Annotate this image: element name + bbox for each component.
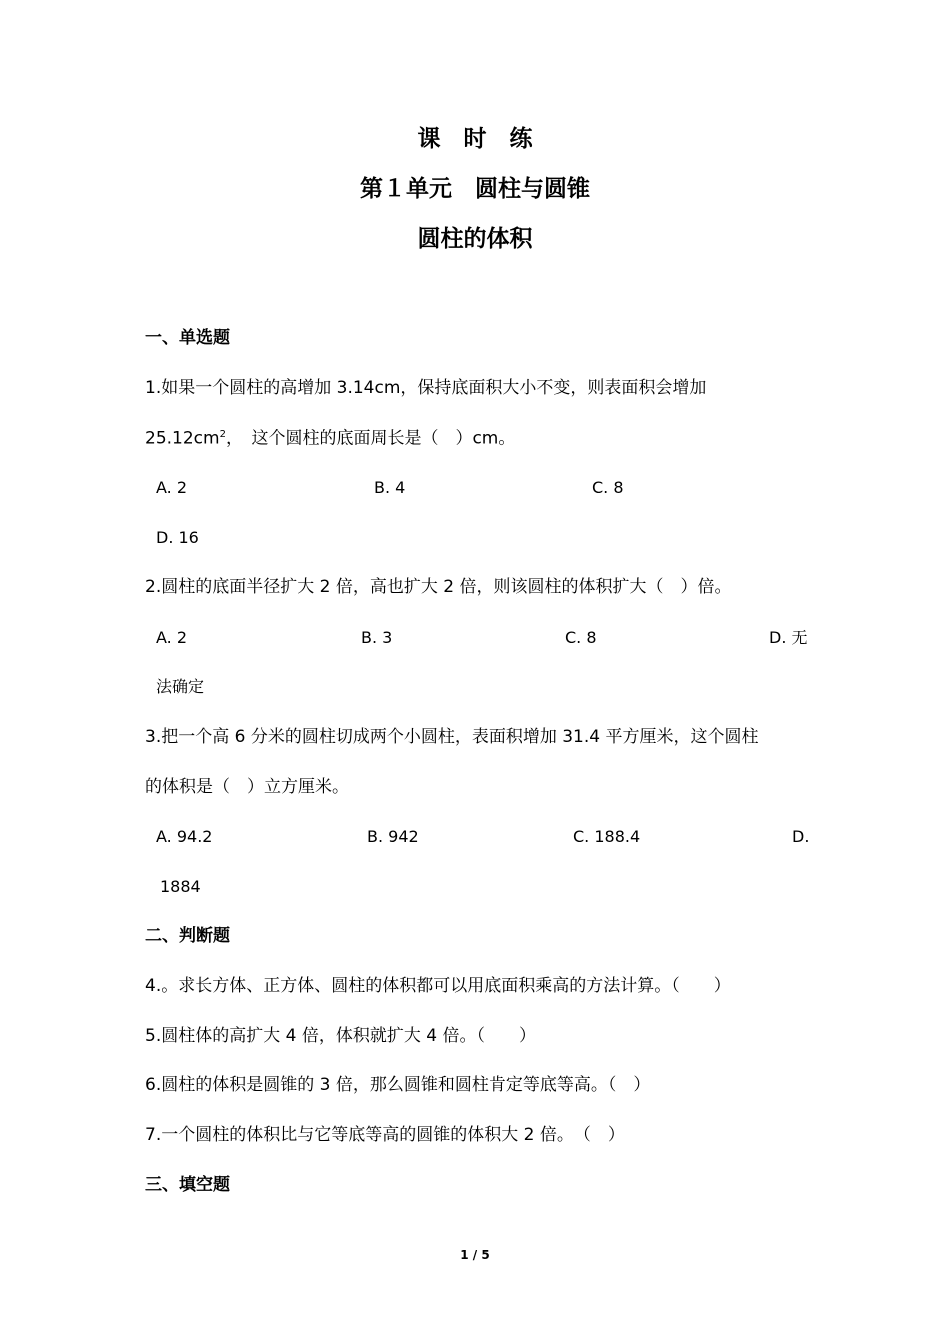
question-1-line-1: 1.如果一个圆柱的高增加 3.14cm，保持底面积大小不变，则表面积会增加 xyxy=(145,378,707,398)
question-1-option-a[interactable]: A. 2 xyxy=(156,478,188,497)
page-title: 课 时 练 xyxy=(417,126,533,152)
question-2-option-d-continued: 法确定 xyxy=(156,677,205,696)
question-2: 2.圆柱的底面半径扩大 2 倍，高也扩大 2 倍，则该圆柱的体积扩大（ ）倍。 xyxy=(145,577,732,597)
unit-title: 第１单元 圆柱与圆锥 xyxy=(360,176,590,202)
question-4: 4.。求长方体、正方体、圆柱的体积都可以用底面积乘高的方法计算。（ ） xyxy=(145,976,731,996)
question-3-line-1: 3.把一个高 6 分米的圆柱切成两个小圆柱，表面积增加 31.4 平方厘米，这个圆柱 xyxy=(145,727,759,747)
question-1-text: ， 这个圆柱的底面周长是（ ）cm。 xyxy=(225,428,516,449)
question-2-option-b[interactable]: B. 3 xyxy=(361,628,393,647)
question-1-superscript: 2 xyxy=(219,429,226,440)
question-3-line-2: 的体积是（ ）立方厘米。 xyxy=(145,777,349,797)
lesson-title: 圆柱的体积 xyxy=(417,226,533,252)
question-1-value: 25.12cm xyxy=(145,428,220,449)
section-heading: 三、填空题 xyxy=(145,1175,230,1195)
question-3-option-d[interactable]: D. xyxy=(792,827,810,846)
question-1-option-b[interactable]: B. 4 xyxy=(374,478,406,497)
question-6: 6.圆柱的体积是圆锥的 3 倍，那么圆锥和圆柱肯定等底等高。（ ） xyxy=(145,1075,651,1095)
page-number: 1 / 5 xyxy=(460,1248,490,1262)
question-1-option-d[interactable]: D. 16 xyxy=(156,528,199,547)
question-3-option-c[interactable]: C. 188.4 xyxy=(573,827,641,846)
question-2-option-d[interactable]: D. 无 xyxy=(769,628,808,647)
question-7: 7.一个圆柱的体积比与它等底等高的圆锥的体积大 2 倍。 （ ） xyxy=(145,1125,625,1145)
question-5: 5.圆柱体的高扩大 4 倍，体积就扩大 4 倍。（ ） xyxy=(145,1026,536,1046)
question-3-option-a[interactable]: A. 94.2 xyxy=(156,827,213,846)
question-3-option-b[interactable]: B. 942 xyxy=(367,827,419,846)
question-2-option-a[interactable]: A. 2 xyxy=(156,628,188,647)
question-3-option-d-continued: 1884 xyxy=(160,877,201,896)
question-2-option-c[interactable]: C. 8 xyxy=(565,628,597,647)
section-heading: 一、单选题 xyxy=(145,328,230,348)
question-1-option-c[interactable]: C. 8 xyxy=(592,478,624,497)
section-heading: 二、判断题 xyxy=(145,926,230,946)
question-1-line-2 xyxy=(145,430,515,448)
